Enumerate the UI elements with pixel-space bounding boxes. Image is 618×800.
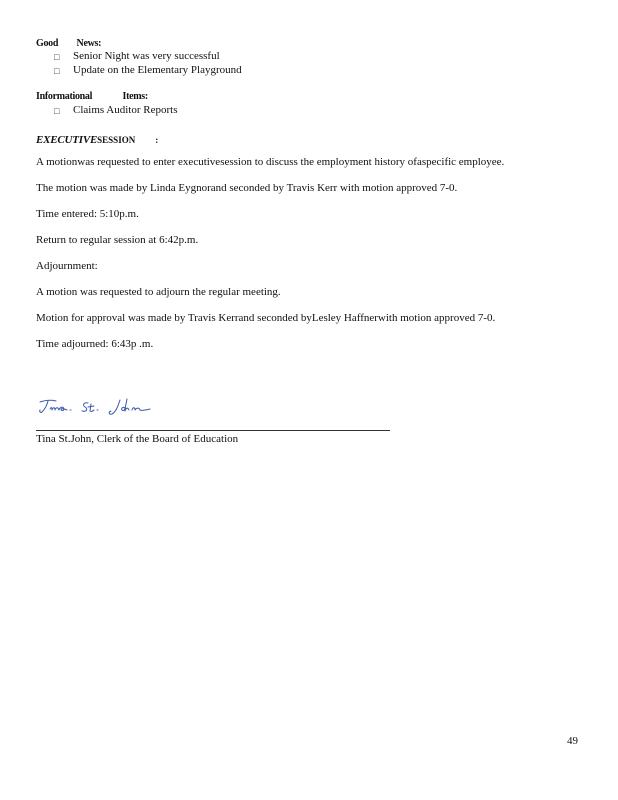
executive-word: EXECUTIVE: [36, 134, 98, 146]
signature-caption: Tina St.John, Clerk of the Board of Education: [36, 433, 239, 445]
page-number: 49: [567, 735, 578, 747]
good-news-heading-right: News:: [76, 38, 102, 49]
executive-session-heading: [36, 130, 158, 148]
paragraph: Time adjourned: 6:43p .m.: [36, 338, 154, 350]
good-news-heading-left: Good: [36, 38, 59, 49]
paragraph: Return to regular session at 6:42p.m.: [36, 234, 199, 246]
informational-heading-right: Items:: [122, 91, 148, 102]
paragraph: Time entered: 5:10p.m.: [36, 208, 139, 220]
paragraph: A motion was requested to adjourn the regular meeting.: [36, 286, 281, 298]
paragraph: Motion for approval was made by Travis Kerrand seconded byLesley Haffnerwith motion approved 7-0.: [36, 312, 496, 324]
informational-heading-left: Informational: [36, 91, 93, 102]
bullet-icon: □: [54, 52, 60, 62]
informational-item: Claims Auditor Reports: [73, 104, 178, 116]
good-news-heading: [36, 38, 101, 49]
good-news-item: Senior Night was very successful: [73, 50, 220, 62]
bullet-icon: □: [54, 106, 60, 116]
paragraph: A motionwas requested to enter executivesession to discuss the employment history ofaspecific employee.: [36, 156, 505, 168]
session-word: SESSION: [97, 135, 136, 145]
signature-line: [36, 430, 390, 431]
paragraph: The motion was made by Linda Eygnorand seconded by Travis Kerr with motion approved 7-0.: [36, 182, 458, 194]
executive-colon: :: [155, 135, 159, 145]
bullet-icon: □: [54, 66, 60, 76]
paragraph: Adjournment:: [36, 260, 98, 272]
good-news-item: Update on the Elementary Playground: [73, 64, 242, 76]
handwritten-signature: [36, 394, 166, 420]
informational-heading: [36, 91, 148, 102]
